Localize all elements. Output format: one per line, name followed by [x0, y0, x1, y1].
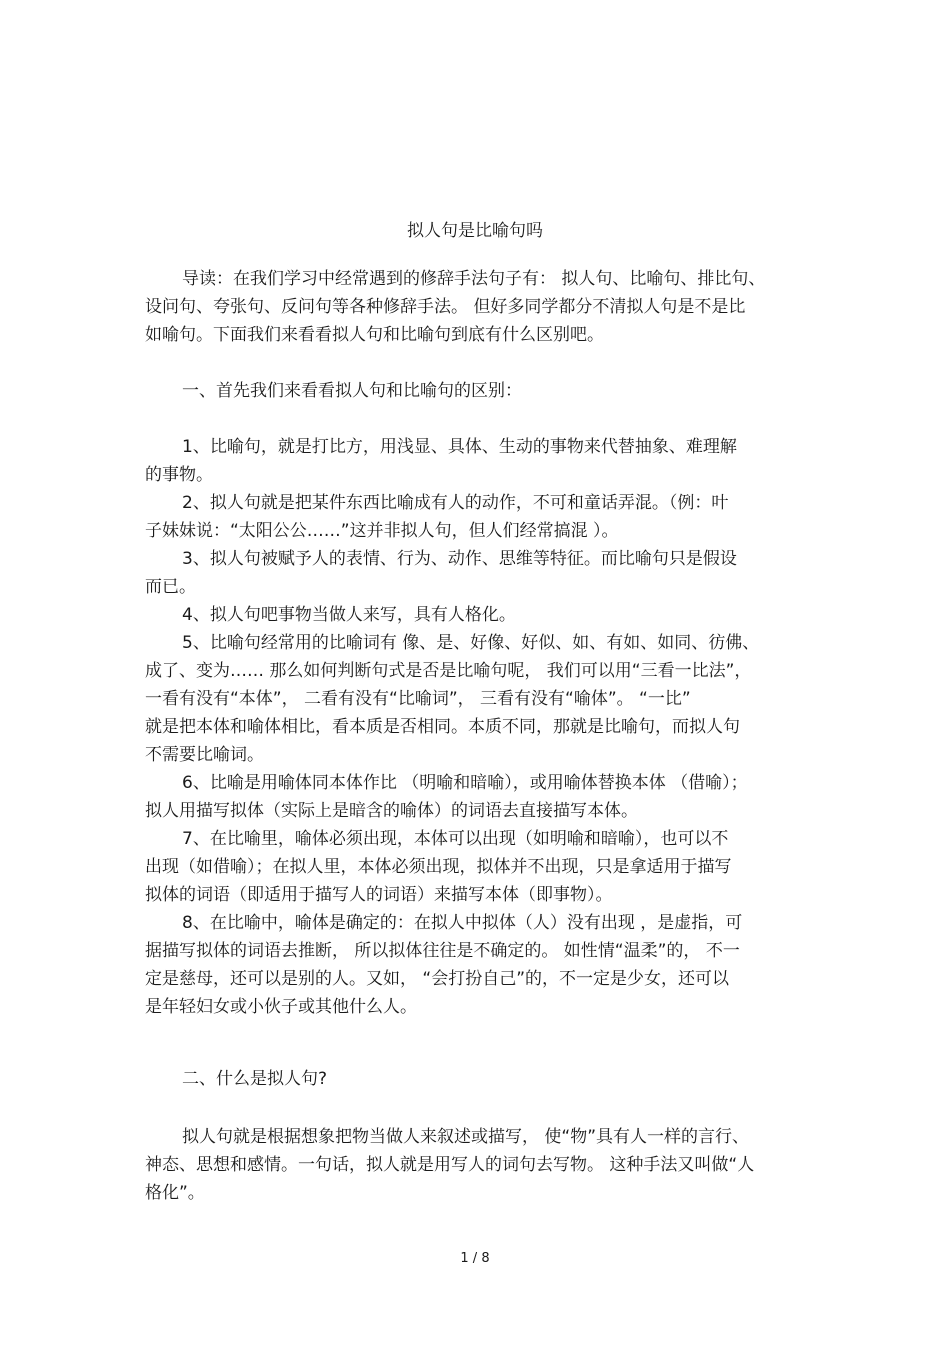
definition-paragraph [145, 1123, 810, 1207]
intro-paragraph [145, 265, 810, 349]
list-item-line: 子妹妹说：“太阳公公……”这并非拟人句，但人们经常搞混 ）。 [145, 521, 619, 541]
section-heading-definition: 二、什么是拟人句? [182, 1069, 328, 1089]
list-item-line: 不需要比喻词。 [145, 745, 264, 765]
intro-line: 设问句、夸张句、反问句等各种修辞手法。 但好多同学都分不清拟人句是不是比 [145, 297, 746, 317]
list-item-line: 4、拟人句吧事物当做人来写，具有人格化。 [182, 605, 516, 625]
list-item-line: 是年轻妇女或小伙子或其他什么人。 [145, 997, 417, 1017]
list-item-line: 成了、变为…… 那么如何判断句式是否是比喻句呢， 我们可以用“三看一比法”， [145, 661, 752, 681]
document-title: 拟人句是比喻句吗 [407, 221, 543, 241]
list-item-line: 拟体的词语（即适用于描写人的词语）来描写本体（即事物）。 [145, 885, 613, 905]
list-item-line: 出现（如借喻）；在拟人里，本体必须出现，拟体并不出现，只是拿适用于描写 [145, 857, 732, 877]
section-heading-differences: 一、首先我们来看看拟人句和比喻句的区别： [182, 381, 522, 401]
definition-line: 格化”。 [145, 1183, 205, 1203]
list-item-line: 2、拟人句就是把某件东西比喻成有人的动作，不可和童话弄混。（例：叶 [182, 493, 729, 513]
differences-list [145, 433, 810, 1021]
list-item-line: 拟人用描写拟体（实际上是暗含的喻体）的词语去直接描写本体。 [145, 801, 638, 821]
intro-line: 导读：在我们学习中经常遇到的修辞手法句子有： 拟人句、比喻句、排比句、 [182, 269, 766, 289]
intro-line: 如喻句。下面我们来看看拟人句和比喻句到底有什么区别吧。 [145, 325, 604, 345]
list-item-line: 就是把本体和喻体相比，看本质是否相同。本质不同，那就是比喻句，而拟人句 [145, 717, 740, 737]
definition-line: 拟人句就是根据想象把物当做人来叙述或描写， 使“物”具有人一样的言行、 [182, 1127, 750, 1147]
list-item-line: 而已。 [145, 577, 196, 597]
list-item-line: 8、在比喻中，喻体是确定的：在拟人中拟体（人）没有出现 ，是虚指，可 [182, 913, 743, 933]
list-item-line: 的事物。 [145, 465, 213, 485]
list-item-line: 5、比喻句经常用的比喻词有 像、是、好像、好似、如、有如、如同、彷佛、 [182, 633, 760, 653]
list-item-line: 7、在比喻里，喻体必须出现，本体可以出现（如明喻和暗喻），也可以不 [182, 829, 729, 849]
list-item-line: 据描写拟体的词语去推断， 所以拟体往往是不确定的。 如性情“温柔”的， 不一 [145, 941, 740, 961]
list-item-line: 6、比喻是用喻体同本体作比 （明喻和暗喻），或用喻体替换本体 （借喻）； [182, 773, 748, 793]
definition-line: 神态、思想和感情。一句话，拟人就是用写人的词句去写物。 这种手法又叫做“人 [145, 1155, 755, 1175]
list-item-line: 定是慈母，还可以是别的人。又如， “会打扮自己”的，不一定是少女，还可以 [145, 969, 730, 989]
list-item-line: 3、拟人句被赋予人的表情、行为、动作、思维等特征。而比喻句只是假设 [182, 549, 737, 569]
list-item-line: 1、比喻句，就是打比方，用浅显、具体、生动的事物来代替抽象、难理解 [182, 437, 737, 457]
list-item-line: 一看有没有“本体”， 二看有没有“比喻词”， 三看有没有“喻体”。 “一比” [145, 689, 691, 709]
page-number: 1 / 8 [460, 1251, 490, 1266]
